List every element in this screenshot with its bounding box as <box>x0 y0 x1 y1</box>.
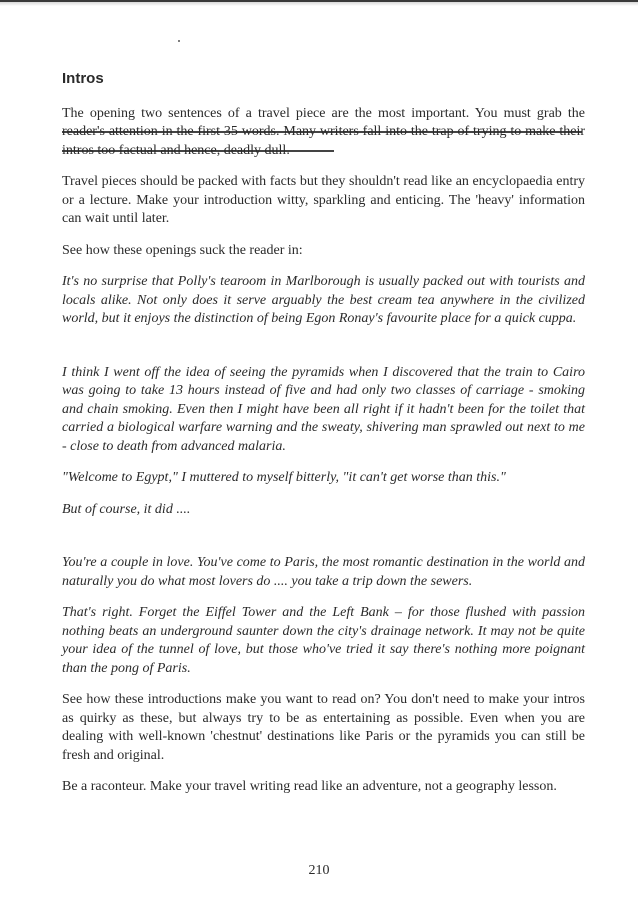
example-but-of-course: But of course, it did .... <box>62 501 191 517</box>
spacer <box>62 342 585 364</box>
example-opening-tearoom: It's no surprise that Polly's tearoom in Marlborough is usually packed out with tourists and locals alike. Not only does it serve arguably the best cream tea anywhere in the civilized world, but it enjoys the distinction of being Egon Ronay's favourite place for a quick cuppa. <box>62 274 585 326</box>
scan-speck <box>178 40 180 42</box>
paragraph-see-how: See how these introductions make you want to read on? You don't need to make your intros as quirky as these, but always try to be as entertaining as possible. Even when you are dealing with well-known 'chestnut' destinations like Paris or the pyramids you can still be fresh and original. <box>62 692 585 763</box>
paragraph-intro: The opening two sentences of a travel piece are the most important. You must grab the reader's attention in the first 35 words. Many writers fall into the trap of trying to make their intros too factual and hence, deadly dull. <box>62 105 585 158</box>
example-opening-pyramids: I think I went off the idea of seeing the pyramids when I discovered that the train to Cairo was going to take 13 hours instead of five and had only two classes of carriage - smoking and chain smoking. Even then I might have been all right if it hadn't been for the toilet that carried a biological warfare warning and the sweaty, shivering man sprawled out next to me - close to death from advanced malaria. <box>62 364 585 454</box>
top-scan-shadow <box>0 2 638 6</box>
example-quote-egypt: "Welcome to Egypt," I muttered to myself bitterly, "it can't get worse than this." <box>62 470 506 485</box>
page-body <box>62 70 585 810</box>
page-number: 210 <box>308 863 330 878</box>
spacer <box>62 532 585 554</box>
paragraph-facts: Travel pieces should be packed with facts but they shouldn't read like an encyclopaedia entry or a lecture. Make your introduction witty, sparkling and enticing. The 'heavy' information can wait until later. <box>62 174 585 226</box>
paragraph-see-openings: See how these openings suck the reader in: <box>62 242 303 258</box>
paragraph-raconteur: Be a raconteur. Make your travel writing read like an adventure, not a geography lesson. <box>62 779 557 794</box>
example-opening-paris: You're a couple in love. You've come to Paris, the most romantic destination in the world and naturally you do what most lovers do .... you take a trip down the sewers. <box>62 555 585 589</box>
section-heading: Intros <box>62 70 104 87</box>
example-paris-sewers: That's right. Forget the Eiffel Tower and the Left Bank – for those flushed with passion nothing beats an underground saunter down the city's drainage network. It may not be quite your idea of the tunnel of love, but those who've tried it say there's nothing more poignant than the pong of Paris. <box>62 605 585 676</box>
